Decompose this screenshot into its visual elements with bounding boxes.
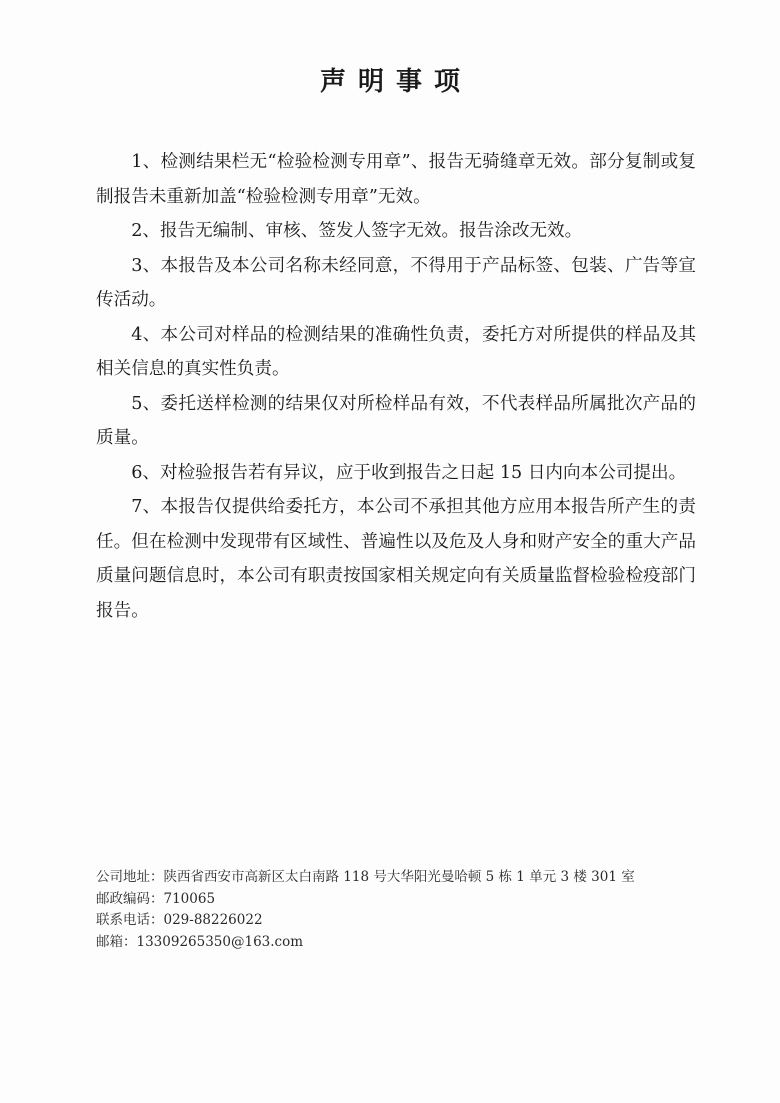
statement-item-5: 5、委托送样检测的结果仅对所检样品有效，不代表样品所属批次产品的质量。 — [96, 393, 696, 448]
statement-item-4: 4、本公司对样品的检测结果的准确性负责，委托方对所提供的样品及其相关信息的真实性负责。 — [96, 324, 696, 379]
contact-phone: 联系电话：029-88226022 — [96, 912, 263, 928]
contact-email: 邮箱：13309265350@163.com — [96, 933, 304, 950]
company-contact-info — [96, 867, 696, 953]
company-address: 公司地址：陕西省西安市高新区太白南路 118 号大华阳光曼哈顿 5 栋 1 单元 3 楼 301 室 — [96, 869, 635, 885]
postal-code: 邮政编码：710065 — [96, 890, 216, 907]
page-title: 声明事项 — [319, 67, 472, 97]
statement-item-3: 3、本报告及本公司名称未经同意，不得用于产品标签、包装、广告等宣传活动。 — [96, 255, 696, 310]
statement-body — [96, 145, 696, 628]
statement-item-7: 7、本报告仅提供给委托方，本公司不承担其他方应用本报告所产生的责任。但在检测中发现带有区域性、普遍性以及危及人身和财产安全的重大产品质量问题信息时，本公司有职责按国家相关规定向有关质量监督检验检疫部门报告。 — [96, 497, 696, 621]
statement-item-6: 6、对检验报告若有异议，应于收到报告之日起 15 日内向本公司提出。 — [131, 462, 687, 483]
statement-item-1: 1、检测结果栏无“检验检测专用章”、报告无骑缝章无效。部分复制或复制报告未重新加盖“检验检测专用章”无效。 — [96, 152, 696, 207]
statement-item-2: 2、报告无编制、审核、签发人签字无效。报告涂改无效。 — [131, 221, 583, 241]
